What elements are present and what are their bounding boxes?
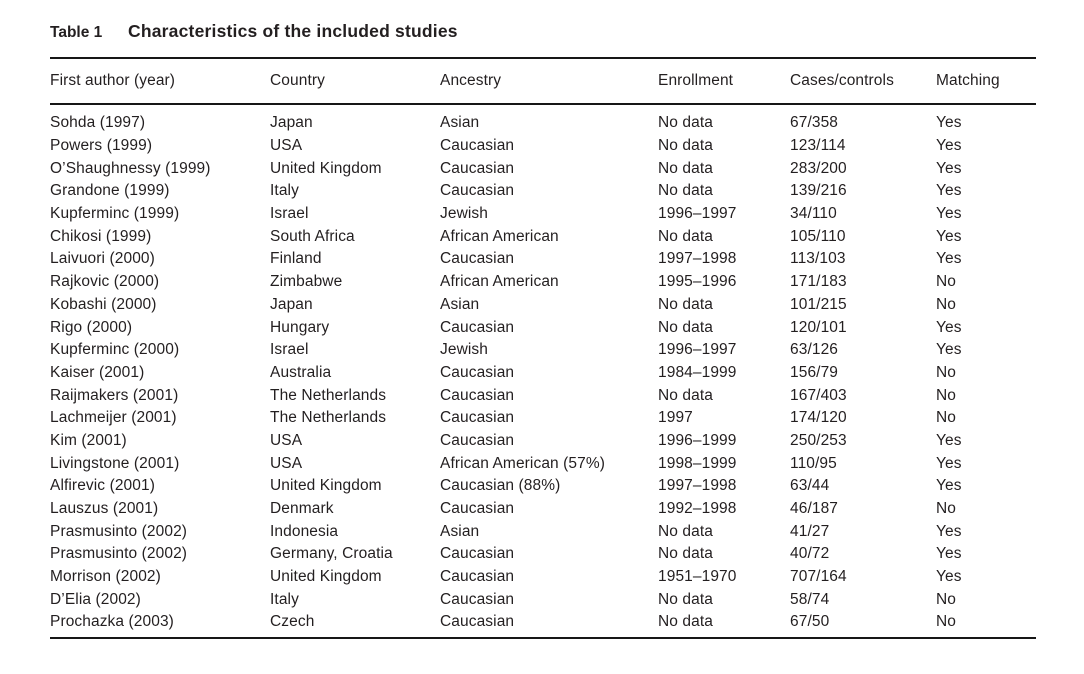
table-cell: Zimbabwe <box>270 273 343 291</box>
table-cell: South Africa <box>270 227 355 245</box>
table-cell: 1984–1999 <box>658 363 737 381</box>
table-cell: No data <box>658 114 713 132</box>
table-row <box>50 157 1036 180</box>
table-cell: 139/216 <box>790 182 847 200</box>
column-header: Matching <box>936 72 1000 89</box>
table-cell: Yes <box>936 522 962 540</box>
table-row <box>50 520 1036 543</box>
table-row <box>50 203 1036 226</box>
table-cell: Caucasian <box>440 545 515 563</box>
table-cell: Caucasian <box>440 137 515 155</box>
table-row <box>50 225 1036 248</box>
table-row <box>50 452 1036 475</box>
table-cell: Japan <box>270 295 313 313</box>
table-cell: Yes <box>936 318 962 336</box>
table-cell: No data <box>658 545 713 563</box>
table-cell: No data <box>658 590 713 608</box>
table-cell: 1992–1998 <box>658 500 737 518</box>
table-cell: Laivuori (2000) <box>50 250 155 268</box>
table-row <box>50 339 1036 362</box>
table-row <box>50 588 1036 611</box>
table-cell: No data <box>658 386 713 404</box>
table-cell: Caucasian (88%) <box>440 477 561 495</box>
table-cell: Caucasian <box>440 182 515 200</box>
table-cell: Hungary <box>270 318 330 336</box>
table-cell: Germany, Croatia <box>270 545 393 563</box>
table-cell: Finland <box>270 250 322 268</box>
table-cell: D’Elia (2002) <box>50 590 141 608</box>
table-cell: Yes <box>936 477 962 495</box>
table-cell: Caucasian <box>440 250 515 268</box>
table-cell: African American <box>440 227 559 245</box>
table-cell: Morrison (2002) <box>50 568 161 586</box>
table-cell: 250/253 <box>790 431 847 449</box>
table-cell: 167/403 <box>790 386 847 404</box>
table-cell: Kaiser (2001) <box>50 363 145 381</box>
table-header-row <box>50 59 1036 103</box>
table-cell: Indonesia <box>270 522 339 540</box>
table-cell: Yes <box>936 159 962 177</box>
table-cell: 63/44 <box>790 477 830 495</box>
table-cell: 113/103 <box>790 250 846 268</box>
table-cell: Yes <box>936 227 962 245</box>
table-cell: Japan <box>270 114 313 132</box>
table-row <box>50 271 1036 294</box>
table-cell: O’Shaughnessy (1999) <box>50 159 211 177</box>
table-cell: Prasmusinto (2002) <box>50 545 188 563</box>
table-cell: No data <box>658 295 713 313</box>
table-row <box>50 498 1036 521</box>
table-cell: 101/215 <box>790 295 847 313</box>
table-cell: Caucasian <box>440 386 515 404</box>
table-cell: Yes <box>936 205 962 223</box>
table-cell: Australia <box>270 363 332 381</box>
table-cell: Yes <box>936 568 962 586</box>
table-cell: 171/183 <box>790 273 847 291</box>
table-cell: No data <box>658 318 713 336</box>
table-cell: Yes <box>936 250 962 268</box>
table-caption-label: Table 1 <box>50 24 103 41</box>
table-row <box>50 112 1036 135</box>
table-cell: Czech <box>270 613 315 631</box>
table-row <box>50 543 1036 566</box>
table-cell: 1996–1999 <box>658 431 737 449</box>
table-row <box>50 294 1036 317</box>
table-cell: Jewish <box>440 341 488 359</box>
table-cell: No <box>936 500 957 518</box>
table-cell: Kim (2001) <box>50 431 127 449</box>
table-cell: Italy <box>270 182 299 200</box>
table-cell: 156/79 <box>790 363 839 381</box>
table-cell: Asian <box>440 295 480 313</box>
table-row <box>50 611 1036 634</box>
table-cell: 1995–1996 <box>658 273 737 291</box>
table-cell: No <box>936 590 957 608</box>
table-cell: Rajkovic (2000) <box>50 273 160 291</box>
table-cell: No <box>936 386 957 404</box>
table-cell: Sohda (1997) <box>50 114 146 132</box>
table-cell: No data <box>658 227 713 245</box>
table-cell: 110/95 <box>790 454 837 472</box>
table-body <box>50 105 1036 637</box>
table-cell: 1998–1999 <box>658 454 737 472</box>
table-cell: No <box>936 363 957 381</box>
table-figure <box>50 21 1036 639</box>
table-cell: 1997 <box>658 409 693 427</box>
table-cell: United Kingdom <box>270 568 382 586</box>
table-cell: No data <box>658 137 713 155</box>
table-cell: The Netherlands <box>270 409 387 427</box>
table-cell: 46/187 <box>790 500 839 518</box>
table-cell: 120/101 <box>790 318 847 336</box>
table-row <box>50 362 1036 385</box>
table-cell: 1997–1998 <box>658 477 737 495</box>
table-row <box>50 384 1036 407</box>
table-cell: Caucasian <box>440 431 515 449</box>
table-row <box>50 475 1036 498</box>
table-cell: 67/50 <box>790 613 830 631</box>
table-cell: Caucasian <box>440 363 515 381</box>
table-cell: No <box>936 409 957 427</box>
table-caption-title: Characteristics of the included studies <box>128 21 458 41</box>
column-header: Country <box>270 72 325 89</box>
table-cell: No data <box>658 613 713 631</box>
table-cell: African American <box>440 273 559 291</box>
table-cell: No data <box>658 182 713 200</box>
table-cell: Lauszus (2001) <box>50 500 159 518</box>
table-cell: African American (57%) <box>440 454 606 472</box>
table-cell: Yes <box>936 137 962 155</box>
table-cell: Prochazka (2003) <box>50 613 174 631</box>
table-cell: Italy <box>270 590 299 608</box>
table-cell: No <box>936 295 957 313</box>
table-cell: 1996–1997 <box>658 205 737 223</box>
table-cell: Denmark <box>270 500 334 518</box>
table-cell: Yes <box>936 454 962 472</box>
column-header: Cases/controls <box>790 72 894 89</box>
table-cell: Powers (1999) <box>50 137 153 155</box>
table-row <box>50 407 1036 430</box>
table-cell: 40/72 <box>790 545 830 563</box>
table-cell: Caucasian <box>440 500 515 518</box>
table-cell: Grandone (1999) <box>50 182 170 200</box>
table-cell: 63/126 <box>790 341 839 359</box>
table-cell: Kupferminc (2000) <box>50 341 180 359</box>
table-cell: No <box>936 613 957 631</box>
table-cell: Yes <box>936 545 962 563</box>
table-cell: Lachmeijer (2001) <box>50 409 177 427</box>
table-cell: United Kingdom <box>270 477 382 495</box>
bottom-rule <box>50 637 1036 639</box>
column-header: Ancestry <box>440 72 502 89</box>
table-cell: 58/74 <box>790 590 830 608</box>
table-caption <box>50 21 1036 43</box>
table-cell: Caucasian <box>440 613 515 631</box>
table-cell: Caucasian <box>440 409 515 427</box>
table-cell: 707/164 <box>790 568 847 586</box>
table-cell: 283/200 <box>790 159 847 177</box>
table-cell: 1997–1998 <box>658 250 737 268</box>
table-cell: Kupferminc (1999) <box>50 205 180 223</box>
column-header: Enrollment <box>658 72 734 89</box>
table-cell: 1996–1997 <box>658 341 737 359</box>
table-cell: Rigo (2000) <box>50 318 133 336</box>
table-cell: No data <box>658 522 713 540</box>
table-row <box>50 248 1036 271</box>
table-cell: Alfirevic (2001) <box>50 477 155 495</box>
table-cell: Israel <box>270 341 309 359</box>
table-row <box>50 316 1036 339</box>
table-cell: Chikosi (1999) <box>50 227 152 245</box>
table-cell: 174/120 <box>790 409 847 427</box>
table-cell: 123/114 <box>790 137 846 155</box>
table-cell: Asian <box>440 114 480 132</box>
table-cell: Yes <box>936 114 962 132</box>
table-row <box>50 135 1036 158</box>
table-cell: Yes <box>936 341 962 359</box>
table-cell: No data <box>658 159 713 177</box>
table-cell: Caucasian <box>440 318 515 336</box>
table-cell: 105/110 <box>790 227 846 245</box>
table-cell: 34/110 <box>790 205 837 223</box>
table-row <box>50 430 1036 453</box>
table-cell: USA <box>270 454 303 472</box>
table-row <box>50 566 1036 589</box>
table-cell: Jewish <box>440 205 488 223</box>
table-row <box>50 180 1036 203</box>
table-cell: The Netherlands <box>270 386 387 404</box>
table-cell: Asian <box>440 522 480 540</box>
table-cell: 1951–1970 <box>658 568 737 586</box>
table-cell: Caucasian <box>440 159 515 177</box>
table-cell: No <box>936 273 957 291</box>
table-cell: Livingstone (2001) <box>50 454 180 472</box>
table-cell: USA <box>270 431 303 449</box>
table-cell: Prasmusinto (2002) <box>50 522 188 540</box>
table-cell: USA <box>270 137 303 155</box>
table-cell: 67/358 <box>790 114 839 132</box>
table-cell: Yes <box>936 182 962 200</box>
table-cell: United Kingdom <box>270 159 382 177</box>
table-cell: Kobashi (2000) <box>50 295 157 313</box>
table-cell: Israel <box>270 205 309 223</box>
table-cell: 41/27 <box>790 522 830 540</box>
column-header: First author (year) <box>50 72 176 89</box>
table-cell: Caucasian <box>440 590 515 608</box>
table-cell: Raijmakers (2001) <box>50 386 179 404</box>
table-cell: Yes <box>936 431 962 449</box>
table-cell: Caucasian <box>440 568 515 586</box>
